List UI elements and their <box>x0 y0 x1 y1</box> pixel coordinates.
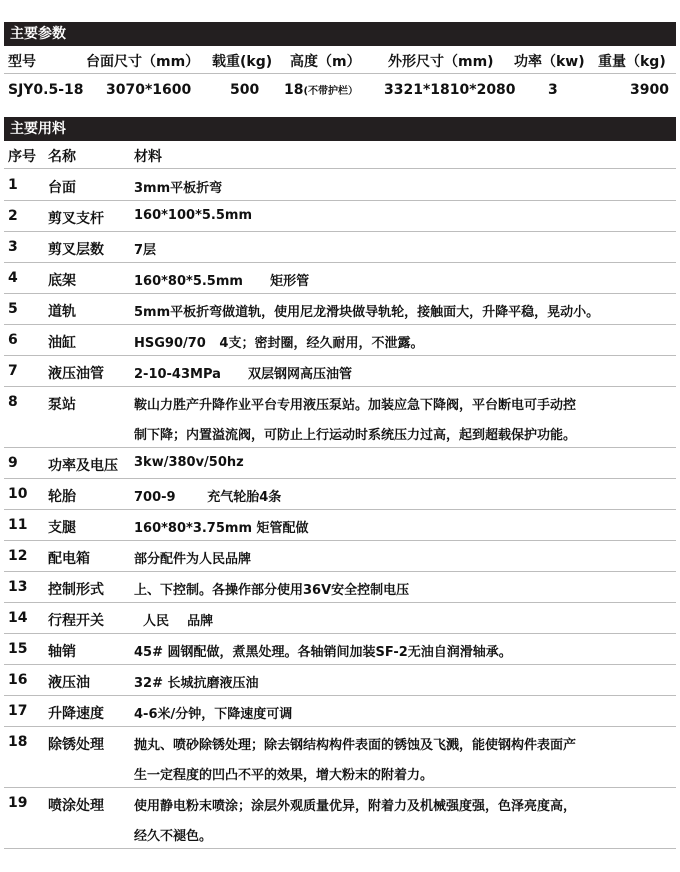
params-power: 3 <box>548 82 558 98</box>
materials-header-material: 材料 <box>134 149 162 165</box>
material-row-name: 支腿 <box>48 520 76 536</box>
material-row-name: 液压油管 <box>48 366 104 382</box>
material-row-no: 7 <box>8 363 18 379</box>
material-row-divider <box>4 200 676 201</box>
material-row-text: HSG90/70 4支；密封圈，经久耐用，不泄露。 <box>134 336 424 351</box>
material-row-divider <box>4 509 676 510</box>
material-row-text: 700-9 充气轮胎4条 <box>134 490 282 505</box>
params-overall-size: 3321*1810*2080 <box>384 82 516 98</box>
material-row-text: 部分配件为人民品牌 <box>134 552 252 567</box>
material-row-name: 功率及电压 <box>48 458 118 474</box>
material-row-no: 9 <box>8 455 18 471</box>
material-row-no: 3 <box>8 239 18 255</box>
material-row-text: 4-6米/分钟，下降速度可调 <box>134 707 293 722</box>
params-header-power: 功率（kw) <box>514 54 585 70</box>
material-row-name: 泵站 <box>48 397 76 413</box>
material-row-no: 12 <box>8 548 28 564</box>
material-row-divider <box>4 571 676 572</box>
material-row-text: 160*100*5.5mm <box>134 208 252 223</box>
material-row-divider <box>4 726 676 727</box>
params-platform-size: 3070*1600 <box>106 82 192 98</box>
material-row-no: 5 <box>8 301 18 317</box>
params-divider <box>4 73 676 74</box>
material-row-name: 控制形式 <box>48 582 104 598</box>
material-row-no: 2 <box>8 208 18 224</box>
params-header-model: 型号 <box>8 54 36 70</box>
material-row-text: 鞍山力胜产升降作业平台专用液压泵站。加装应急下降阀，平台断电可手动控 <box>134 398 577 413</box>
material-row-divider <box>4 664 676 665</box>
params-height-note: (不带护栏） <box>303 86 359 97</box>
material-row-name: 剪叉支杆 <box>48 211 104 227</box>
material-row-name: 液压油 <box>48 675 90 691</box>
params-header-load: 载重(kg) <box>212 54 273 70</box>
material-row-no: 11 <box>8 517 28 533</box>
material-row-text: 160*80*3.75mm 矩管配做 <box>134 521 309 536</box>
materials-header-name: 名称 <box>48 149 76 165</box>
material-row-no: 14 <box>8 610 28 626</box>
material-row-name: 除锈处理 <box>48 737 104 753</box>
material-row-no: 15 <box>8 641 28 657</box>
material-row-text: 人民 品牌 <box>134 614 214 629</box>
material-row-name: 轴销 <box>48 644 76 660</box>
material-row-name: 道轨 <box>48 304 76 320</box>
params-section-title: 主要参数 <box>4 22 676 46</box>
material-row-no: 18 <box>8 734 28 750</box>
material-row-no: 4 <box>8 270 18 286</box>
material-row-no: 16 <box>8 672 28 688</box>
material-row-name: 喷涂处理 <box>48 798 104 814</box>
material-row-divider <box>4 324 676 325</box>
material-row-no: 8 <box>8 394 18 410</box>
material-row-name: 油缸 <box>48 335 76 351</box>
material-row-name: 底架 <box>48 273 76 289</box>
material-row-name: 升降速度 <box>48 706 104 722</box>
material-row-name: 轮胎 <box>48 489 76 505</box>
material-row-divider <box>4 540 676 541</box>
material-row-text: 160*80*5.5mm 矩形管 <box>134 274 310 289</box>
material-row-divider <box>4 848 676 849</box>
material-row-text: 32# 长城抗磨液压油 <box>134 676 259 691</box>
material-row-divider <box>4 386 676 387</box>
material-row-divider <box>4 787 676 788</box>
material-row-divider <box>4 602 676 603</box>
material-row-divider <box>4 293 676 294</box>
materials-header-divider <box>4 168 676 169</box>
material-row-divider <box>4 633 676 634</box>
material-row-text: 经久不褪色。 <box>134 829 213 844</box>
material-row-text: 45# 圆钢配做，煮黑处理。各轴销间加装SF-2无油自润滑轴承。 <box>134 645 512 660</box>
material-row-text: 3kw/380v/50hz <box>134 455 244 470</box>
material-row-text: 使用静电粉末喷涂；涂层外观质量优异，附着力及机械强度强，色泽亮度高， <box>134 799 577 814</box>
material-row-name: 台面 <box>48 180 76 196</box>
material-row-text: 5mm平板折弯做道轨，使用尼龙滑块做导轨轮，接触面大，升降平稳，晃动小。 <box>134 305 600 320</box>
material-row-text: 上、下控制。各操作部分使用36V安全控制电压 <box>134 583 410 598</box>
materials-section-title: 主要用料 <box>4 117 676 141</box>
params-header-overall-size: 外形尺寸（mm) <box>388 54 494 70</box>
material-row-divider <box>4 355 676 356</box>
material-row-divider <box>4 447 676 448</box>
material-row-divider <box>4 695 676 696</box>
params-height-value: 18 <box>284 82 304 98</box>
material-row-divider <box>4 231 676 232</box>
material-row-name: 配电箱 <box>48 551 90 567</box>
material-row-text: 生一定程度的凹凸不平的效果，增大粉末的附着力。 <box>134 768 434 783</box>
params-load: 500 <box>230 82 260 98</box>
params-header-weight: 重量（kg) <box>598 54 666 70</box>
material-row-text: 2-10-43MPa 双层钢网高压油管 <box>134 367 353 382</box>
params-header-platform-size: 台面尺寸（mm） <box>86 54 200 70</box>
material-row-text: 3mm平板折弯 <box>134 181 223 196</box>
material-row-text: 制下降；内置溢流阀，可防止上行运动时系统压力过高，起到超载保护功能。 <box>134 428 577 443</box>
material-row-divider <box>4 478 676 479</box>
material-row-no: 13 <box>8 579 28 595</box>
material-row-no: 6 <box>8 332 18 348</box>
material-row-name: 行程开关 <box>48 613 104 629</box>
params-model: SJY0.5-18 <box>8 82 84 98</box>
material-row-no: 10 <box>8 486 28 502</box>
material-row-no: 19 <box>8 795 28 811</box>
material-row-text: 7层 <box>134 243 157 258</box>
material-row-text: 抛丸、喷砂除锈处理；除去钢结构构件表面的锈蚀及飞溅，能使钢构件表面产 <box>134 738 577 753</box>
params-header-height: 高度（m） <box>290 54 361 70</box>
material-row-no: 17 <box>8 703 28 719</box>
material-row-name: 剪叉层数 <box>48 242 104 258</box>
material-row-divider <box>4 262 676 263</box>
params-height <box>284 82 358 98</box>
material-row-no: 1 <box>8 177 18 193</box>
params-weight: 3900 <box>630 82 669 98</box>
materials-header-no: 序号 <box>8 149 36 165</box>
